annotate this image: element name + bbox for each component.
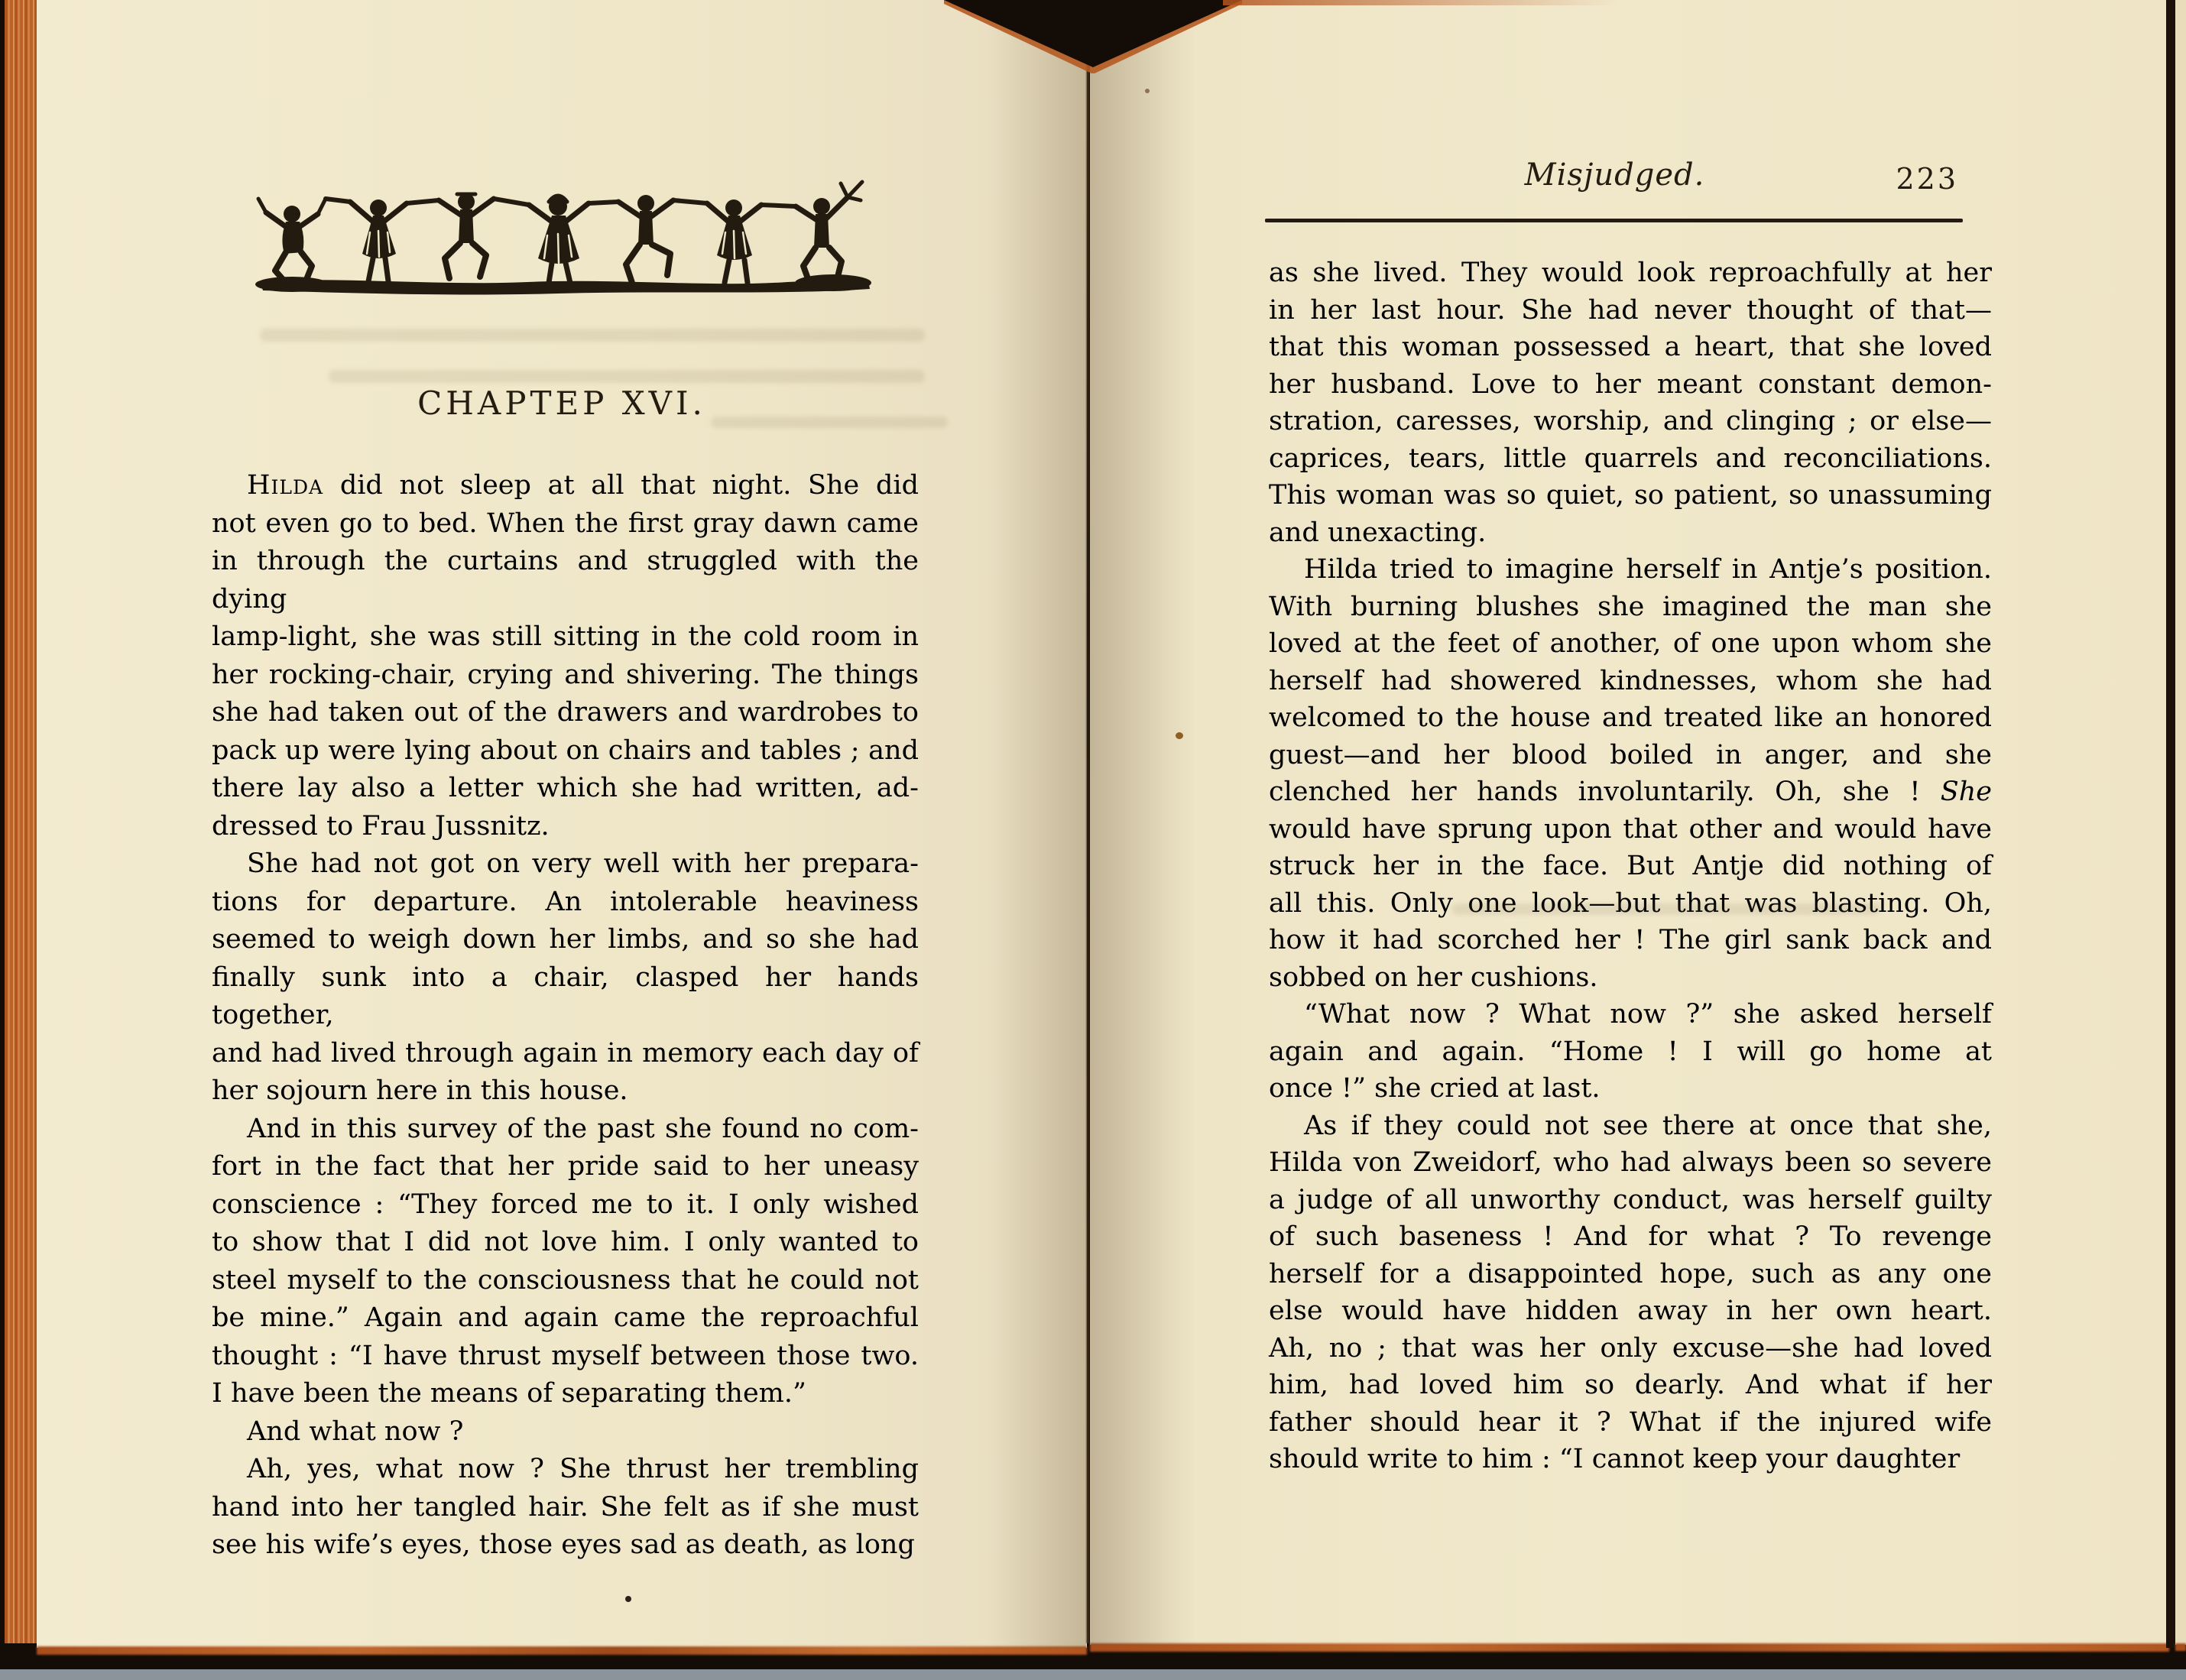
text-line: conscience : “They forced me to it. I only wished [212,1189,919,1220]
paragraph [212,467,919,845]
paragraph [212,1413,919,1451]
paragraph [212,1111,919,1413]
right-page-text-column [1269,255,1992,1478]
text-line: herself had showered kindnesses, whom she had [1269,665,1992,696]
text-line: She had not got on very well with her prepara- [247,848,919,879]
text-line: steel myself to the consciousness that he could not [212,1264,919,1296]
fore-edge-pages-left [5,0,39,1643]
text-line: lamp-light, she was still sitting in the cold room in [212,621,919,652]
text-line: I have been the means of separating them.” [212,1378,806,1409]
text-line: she had taken out of the drawers and wardrobes to [212,697,919,728]
chapter-heading: CHAPTEP XVI. [417,384,706,422]
text-line: And in this survey of the past she found no com- [247,1113,919,1144]
woodcut-dancing-peasants-illustration [252,168,875,298]
text-line: be mine.” Again and again came the reproachful [212,1302,919,1333]
text-line: Hilda von Zweidorf, who had always been so severe [1269,1147,1992,1178]
bleedthrough-ghost-text [260,329,925,342]
text-line: pack up were lying about on chairs and tables ; and [212,735,919,766]
running-header [1265,157,1964,203]
text-line: to show that I did not love him. I only wanted to [212,1227,919,1257]
text-line: With burning blushes she imagined the man she [1269,591,1992,622]
text-line: a judge of all unworthy conduct, was herself guilty [1269,1184,1992,1215]
fore-edge-pages-right [2175,0,2186,1645]
foxing-spot [1145,89,1150,93]
text-line: sobbed on her cushions. [1269,962,1598,993]
gutter-shadow-left [986,0,1086,1648]
text-line: dressed to Frau Jussnitz. [212,810,550,842]
text-line: would have sprung upon that other and would have [1269,813,1992,845]
text-line: “What now ? What now ?” she asked herself [1304,999,1992,1030]
text-line: tions for departure. An intolerable heaviness [212,886,919,917]
paragraph [212,845,919,1111]
text-line: And what now ? [247,1416,464,1447]
text-line: in her last hour. She had never thought of that— [1269,294,1992,326]
gutter-line [1086,46,1089,1643]
text-line: caprices, tears, little quarrels and reconciliations. [1269,443,1992,474]
bleedthrough-ghost-text [711,417,948,428]
text-line: and unexacting. [1269,517,1487,548]
text-line: guest—and her blood boiled in anger, and she [1269,739,1992,770]
text-line: again and again. “Home ! I will go home at [1269,1036,1992,1067]
text-line: Hilda did not sleep at all that night. She did [247,470,919,501]
left-page-text-column [212,467,919,1565]
gutter-shadow-right [1090,0,1197,1645]
paragraph [1269,551,1992,996]
text-line: seemed to weigh down her limbs, and so she had [212,924,919,955]
text-line: her husband. Love to her meant constant demon- [1269,368,1992,400]
text-line: struck her in the face. But Antje did nothing of [1269,851,1992,881]
text-line: all this. Only one look—but that was blasting. Oh, [1269,887,1992,919]
ink-speck [625,1596,631,1602]
bleedthrough-ghost-text [329,370,925,383]
text-line: stration, caresses, worship, and clinging ; or else— [1269,406,1992,436]
paragraph [1269,255,1992,551]
text-line: fort in the fact that her pride said to her uneasy [212,1151,919,1182]
text-line: there lay also a letter which she had written, ad- [212,773,919,803]
text-line: Ah, no ; that was her only excuse—she had loved [1269,1332,1992,1364]
text-line: finally sunk into a chair, clasped her hands together, [212,962,919,1030]
text-line: once !” she cried at last. [1269,1073,1601,1104]
text-line: father should hear it ? What if the injured wife [1269,1406,1992,1438]
text-line: her sojourn here in this house. [212,1075,628,1106]
text-line: hand into her tangled hair. She felt as if she must [212,1491,919,1523]
text-line: herself for a disappointed hope, such as any one [1269,1258,1992,1289]
text-line: her rocking-chair, crying and shivering. The things [212,659,919,690]
text-line: as she lived. They would look reproachfully at her [1269,258,1992,288]
text-line: Ah, yes, what now ? She thrust her trembling [247,1454,919,1484]
paragraph [1269,996,1992,1108]
gutter-top-notch [944,0,1242,73]
header-rule [1265,219,1963,222]
foxing-spot [1176,732,1183,739]
paragraph [1269,1108,1992,1478]
right-board-edge [2166,0,2175,1648]
text-line: of such baseness ! And for what ? To revenge [1269,1221,1992,1252]
page-number: 223 [1896,162,1958,196]
text-line: As if they could not see there at once that she, [1304,1110,1992,1141]
text-line: else would have hidden away in her own heart. [1269,1296,1992,1326]
text-line: that this woman possessed a heart, that she loved [1269,332,1992,362]
running-header-title: Misjudged. [1524,157,1705,193]
text-line: should write to him : “I cannot keep your daughter [1269,1444,1961,1474]
text-line: loved at the feet of another, of one upon whom she [1269,628,1992,659]
bleedthrough-ghost-text [1452,903,1880,915]
text-line: thought : “I have thrust myself between those two. [212,1340,919,1371]
paragraph [212,1451,919,1565]
text-line: and had lived through again in memory each day of [212,1037,919,1069]
top-edge-burn-fringe [1223,0,1620,5]
text-line: in through the curtains and struggled with the dying [212,546,919,615]
text-line: clenched her hands involuntarily. Oh, she ! She [1269,777,1992,807]
text-line: him, had loved him so dearly. And what if her [1269,1370,1992,1400]
text-line: not even go to bed. When the first gray dawn came [212,508,919,539]
text-line: This woman was so quiet, so patient, so unassuming [1269,480,1992,511]
text-line: how it had scorched her ! The girl sank back and [1269,925,1992,955]
text-line: Hilda tried to imagine herself in Antje’s position. [1304,554,1992,585]
text-line: see his wife’s eyes, those eyes sad as death, as long [212,1529,915,1560]
text-line: welcomed to the house and treated like an honored [1269,702,1992,733]
